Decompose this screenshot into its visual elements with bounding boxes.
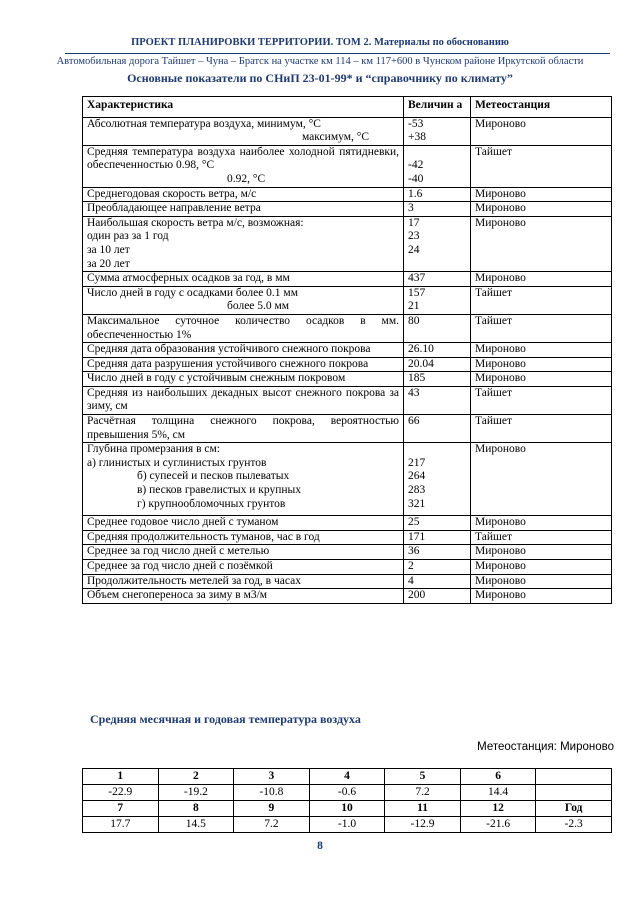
cell-value: 283 <box>408 484 426 497</box>
characteristic-cell <box>83 145 404 187</box>
characteristic-cell: Расчётная толщина снежного покрова, вероятностью превышения 5%, см <box>83 415 404 443</box>
station-cell: Мироново <box>471 187 612 202</box>
cell-value: -40 <box>408 172 424 185</box>
characteristic-cell: Объем снегопереноса за зиму в м3/м <box>83 589 404 604</box>
station-cell: Мироново <box>471 357 612 372</box>
station-cell: Тайшет <box>471 415 612 443</box>
table-row <box>83 117 612 145</box>
temperature-cell: 7.2 <box>234 817 310 833</box>
month-header: 7 <box>83 801 159 817</box>
characteristic-cell <box>83 117 404 145</box>
cell-value: 321 <box>408 497 426 510</box>
temperature-cell: -21.6 <box>460 817 536 833</box>
value-cell: 43 <box>404 386 471 414</box>
characteristic-cell: Среднее годовое число дней с туманом <box>83 516 404 531</box>
cell-value: +38 <box>408 131 426 144</box>
cell-line: Глубина промерзания в см: <box>87 443 220 456</box>
value-cell: 171 <box>404 530 471 545</box>
table-row <box>83 516 612 531</box>
month-header: 12 <box>460 801 536 817</box>
characteristic-cell <box>83 216 404 271</box>
station-cell: Мироново <box>471 443 612 516</box>
characteristic-cell: Среднее за год число дней с метелью <box>83 545 404 560</box>
cell-line: Абсолютная температура воздуха, минимум, °С <box>87 117 321 130</box>
station-cell: Тайшет <box>471 530 612 545</box>
characteristic-cell: Средняя из наибольших декадных высот снежного покрова за зиму, см <box>83 386 404 414</box>
station-cell: Мироново <box>471 560 612 575</box>
cell-line: в) песков гравелистых и крупных <box>137 484 302 497</box>
value-cell: 3 <box>404 202 471 217</box>
value-cell: 200 <box>404 589 471 604</box>
temperature-cell: 14.4 <box>460 785 536 801</box>
station-cell: Тайшет <box>471 386 612 414</box>
cell-line: Средняя температура воздуха наиболее холодной пятидневки, обеспеченностью 0.98, °С <box>87 145 399 172</box>
table-row <box>83 372 612 387</box>
station-cell: Мироново <box>471 516 612 531</box>
cell-line: за 20 лет <box>87 257 130 270</box>
table-row <box>83 343 612 358</box>
temperature-cell: -0.6 <box>309 785 385 801</box>
temperature-row <box>83 817 612 833</box>
month-header: 9 <box>234 801 310 817</box>
table-row <box>83 443 612 516</box>
month-header: 6 <box>460 769 536 785</box>
station-cell: Мироново <box>471 545 612 560</box>
station-cell: Мироново <box>471 372 612 387</box>
header-road-subtitle: Автомобильная дорога Тайшет – Чуна – Братск на участке км 114 – км 117+600 в Чунском районе Иркутской области <box>56 56 584 67</box>
month-header: 11 <box>385 801 461 817</box>
value-cell: 1.6 <box>404 187 471 202</box>
value-cell <box>404 216 471 271</box>
characteristic-cell: Средняя дата разрушения устойчивого снежного покрова <box>83 357 404 372</box>
table-row <box>83 589 612 604</box>
station-cell: Мироново <box>471 202 612 217</box>
value-cell: 4 <box>404 574 471 589</box>
temperature-row <box>83 785 612 801</box>
section-title: Средняя месячная и годовая температура воздуха <box>90 712 361 726</box>
cell-value: -53 <box>408 117 424 130</box>
table-row <box>83 202 612 217</box>
year-header: Год <box>536 801 612 817</box>
value-cell: 25 <box>404 516 471 531</box>
value-cell: 36 <box>404 545 471 560</box>
characteristic-cell: Преобладающее направление ветра <box>83 202 404 217</box>
cell-value: 23 <box>408 230 420 243</box>
temperature-cell: -12.9 <box>385 817 461 833</box>
station-cell: Мироново <box>471 272 612 287</box>
characteristic-cell <box>83 443 404 516</box>
station-label: Метеостанция: Мироново <box>477 741 614 753</box>
month-header: 8 <box>158 801 234 817</box>
characteristic-cell: Продолжительность метелей за год, в часах <box>83 574 404 589</box>
station-cell: Мироново <box>471 117 612 145</box>
page-number: 8 <box>317 840 323 852</box>
monthly-temperature-table <box>82 768 612 833</box>
characteristic-cell: Средняя продолжительность туманов, час в год <box>83 530 404 545</box>
characteristic-cell: Сумма атмосферных осадков за год, в мм <box>83 272 404 287</box>
column-header: Характеристика <box>83 97 404 118</box>
cell-line: б) супесей и песков пылеватых <box>137 470 290 483</box>
month-header: 5 <box>385 769 461 785</box>
characteristic-cell <box>83 286 404 314</box>
cell-line: а) глинистых и суглинистых грунтов <box>87 456 267 469</box>
value-cell <box>404 117 471 145</box>
temperature-cell: 17.7 <box>83 817 159 833</box>
table-row <box>83 574 612 589</box>
cell-line: максимум, °С <box>301 131 369 144</box>
temperature-cell <box>536 785 612 801</box>
cell-line: Наибольшая скорость ветра м/с, возможная: <box>87 216 304 229</box>
cell-value: 217 <box>408 456 426 469</box>
cell-line: за 10 лет <box>87 243 130 256</box>
cell-line: 0.92, °С <box>227 172 266 185</box>
table-row <box>83 272 612 287</box>
month-header: 3 <box>234 769 310 785</box>
cell-value: 24 <box>408 243 420 256</box>
temperature-cell: -22.9 <box>83 785 159 801</box>
characteristic-cell: Число дней в году с устойчивым снежным покровом <box>83 372 404 387</box>
annual-temperature-cell: -2.3 <box>536 817 612 833</box>
climate-indicators-table <box>82 96 612 604</box>
value-cell <box>404 443 471 516</box>
characteristic-cell: Среднее за год число дней с позёмкой <box>83 560 404 575</box>
station-cell: Мироново <box>471 574 612 589</box>
cell-line: один раз за 1 год <box>87 230 169 243</box>
month-header <box>536 769 612 785</box>
value-cell: 437 <box>404 272 471 287</box>
column-header: Величин а <box>404 97 471 118</box>
table-row <box>83 286 612 314</box>
month-header: 1 <box>83 769 159 785</box>
month-header-row <box>83 801 612 817</box>
table-title: Основные показатели по СНиП 23-01-99* и “справочнику по климату” <box>127 71 513 85</box>
table-header-row <box>83 97 612 118</box>
temperature-cell: 14.5 <box>158 817 234 833</box>
table-row <box>83 145 612 187</box>
cell-value: 21 <box>408 300 420 313</box>
value-cell: 20.04 <box>404 357 471 372</box>
temperature-cell: 7.2 <box>385 785 461 801</box>
month-header: 4 <box>309 769 385 785</box>
cell-line: г) крупнообломочных грунтов <box>137 497 286 510</box>
table-row <box>83 560 612 575</box>
table-row <box>83 386 612 414</box>
month-header: 10 <box>309 801 385 817</box>
value-cell <box>404 286 471 314</box>
cell-line: Число дней в году с осадками более 0.1 мм <box>87 286 298 299</box>
cell-value: 157 <box>408 286 426 299</box>
value-cell: 80 <box>404 314 471 342</box>
station-cell: Тайшет <box>471 286 612 314</box>
header-project-title: ПРОЕКТ ПЛАНИРОВКИ ТЕРРИТОРИИ. ТОМ 2. Материалы по обоснованию <box>131 37 509 48</box>
cell-value: -42 <box>408 159 424 172</box>
value-cell: 26.10 <box>404 343 471 358</box>
table-row <box>83 357 612 372</box>
value-cell: 185 <box>404 372 471 387</box>
station-cell: Мироново <box>471 589 612 604</box>
table-row <box>83 216 612 271</box>
characteristic-cell: Среднегодовая скорость ветра, м/с <box>83 187 404 202</box>
month-header: 2 <box>158 769 234 785</box>
station-cell: Тайшет <box>471 145 612 187</box>
station-cell: Мироново <box>471 216 612 271</box>
value-cell: 2 <box>404 560 471 575</box>
table-row <box>83 415 612 443</box>
cell-value: 264 <box>408 470 426 483</box>
cell-line: более 5.0 мм <box>227 300 290 313</box>
station-cell: Мироново <box>471 343 612 358</box>
table-row <box>83 314 612 342</box>
value-cell: 66 <box>404 415 471 443</box>
station-cell: Тайшет <box>471 314 612 342</box>
column-header: Метеостанция <box>471 97 612 118</box>
table-row <box>83 545 612 560</box>
characteristic-cell: Средняя дата образования устойчивого снежного покрова <box>83 343 404 358</box>
temperature-cell: -10.8 <box>234 785 310 801</box>
characteristic-cell: Максимальное суточное количество осадков в мм. обеспеченностью 1% <box>83 314 404 342</box>
table-row <box>83 187 612 202</box>
header-divider <box>65 53 610 54</box>
temperature-cell: -19.2 <box>158 785 234 801</box>
cell-value: 17 <box>408 216 420 229</box>
temperature-cell: -1.0 <box>309 817 385 833</box>
month-header-row <box>83 769 612 785</box>
table-row <box>83 530 612 545</box>
value-cell <box>404 145 471 187</box>
